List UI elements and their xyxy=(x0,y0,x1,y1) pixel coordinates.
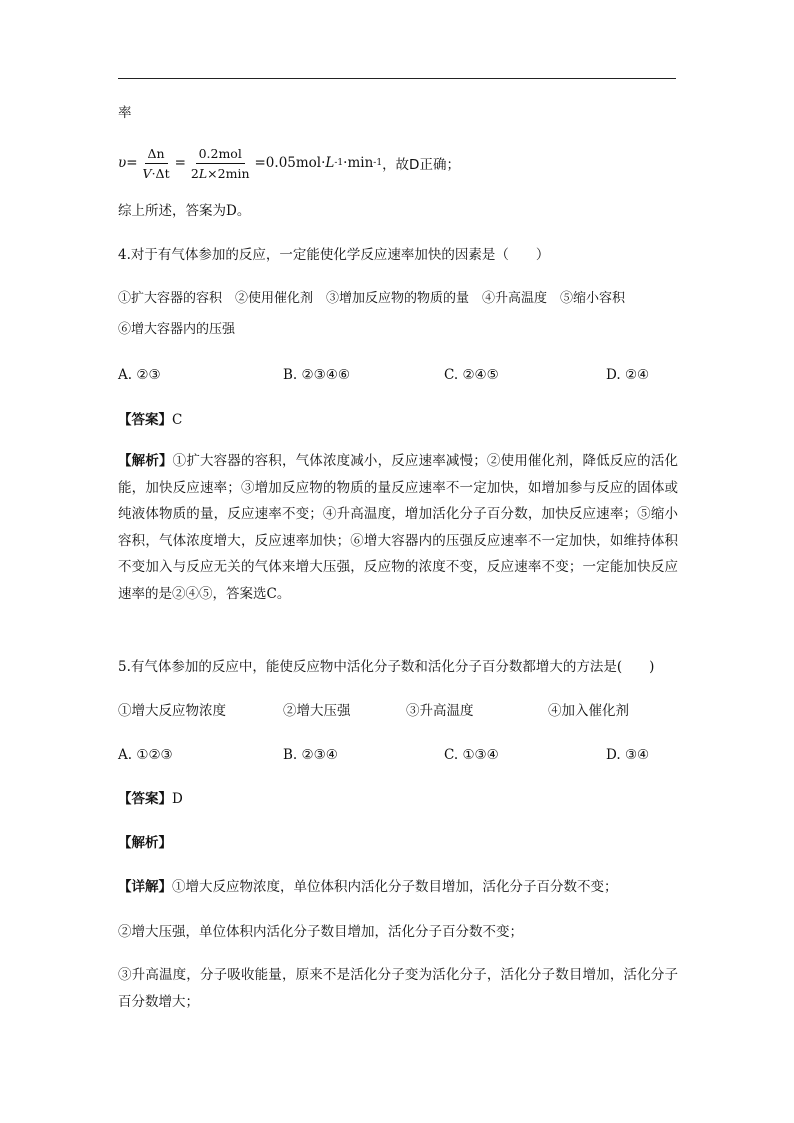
q5-answer xyxy=(118,790,678,808)
fraction-1-den-v: V xyxy=(142,165,152,181)
q5-detail-3: ③升高温度，分子吸收能量，原来不是活化分子变为活化分子，活化分子数目增加，活化分子百分数增大； xyxy=(118,967,678,1010)
option-text: ②③④⑥ xyxy=(301,367,350,383)
formula-unit-l: L xyxy=(325,155,335,171)
summary-line: 综上所述，答案为D。 xyxy=(118,203,251,219)
fraction-2-numerator: 0.2mol xyxy=(196,146,245,164)
q4-answer xyxy=(118,411,678,429)
formula-eq-2: =0.05mol· xyxy=(254,155,326,171)
option-text: ②④ xyxy=(624,367,650,383)
option-label: C. xyxy=(444,367,459,383)
fraction-1-den-rest: ·Δt xyxy=(151,165,170,181)
q4-stem: 4.对于有气体参加的反应，一定能使化学反应速率加快的因素是（ ） xyxy=(118,247,550,263)
formula-lhs: υ= xyxy=(118,155,138,171)
answer-tag: 【答案】 xyxy=(118,791,172,807)
analysis-tag: 【解析】 xyxy=(118,453,173,469)
q4-option-b xyxy=(283,366,350,384)
q5-detail-2: ②增大压强，单位体积内活化分子数目增加，活化分子百分数不变； xyxy=(118,924,523,940)
q5-analysis-tag: 【解析】 xyxy=(118,835,172,851)
detail-tag: 【详解】 xyxy=(118,879,172,895)
fraction-2-den-num: 2 xyxy=(190,165,199,181)
q5-option-b xyxy=(283,746,338,764)
formula-unit-min: ·min xyxy=(343,155,374,171)
option-text: ②④⑤ xyxy=(462,367,499,383)
q5-item-3: ③升高温度 xyxy=(406,703,474,719)
q4-option-a xyxy=(118,366,161,384)
intro-word: 率 xyxy=(118,105,132,121)
header-rule xyxy=(118,78,676,79)
q5-option-a xyxy=(118,746,173,764)
q5-stem: 5.有气体参加的反应中，能使反应物中活化分子数和活化分子百分数都增大的方法是( ) xyxy=(118,659,655,675)
detail-text: ①增大反应物浓度，单位体积内活化分子数目增加，活化分子百分数不变； xyxy=(172,879,618,895)
option-label: D. xyxy=(606,367,621,383)
q5-option-c xyxy=(444,746,499,764)
q5-option-d xyxy=(606,746,649,764)
q5-item-4: ④加入催化剂 xyxy=(548,703,629,719)
option-label: A. xyxy=(118,367,133,383)
formula-sup-1: -1 xyxy=(334,158,344,168)
answer-tag: 【答案】 xyxy=(118,412,172,428)
q4-option-d xyxy=(606,366,649,384)
option-label: A. xyxy=(118,747,133,763)
q5-item-1: ①增大反应物浓度 xyxy=(118,703,226,719)
fraction-2-den-l: L xyxy=(198,165,208,181)
fraction-2-den-rest: ×2min xyxy=(207,165,250,181)
formula-sup-2: -1 xyxy=(373,158,383,168)
formula-tail: ，故D正确； xyxy=(382,157,460,173)
q4-option-c xyxy=(444,366,499,384)
option-label: B. xyxy=(283,747,298,763)
option-text: ①②③ xyxy=(136,747,173,763)
q4-analysis xyxy=(118,448,678,607)
q5-detail-1 xyxy=(118,878,678,896)
answer-value: D xyxy=(172,791,183,807)
q4-items-line-2: ⑥增大容器内的压强 xyxy=(118,322,236,337)
rate-formula xyxy=(118,142,460,184)
option-text: ①③④ xyxy=(462,747,499,763)
formula-eq-1: = xyxy=(174,155,186,171)
option-label: B. xyxy=(283,367,298,383)
q5-item-2: ②增大压强 xyxy=(283,703,351,719)
fraction-1-denominator xyxy=(140,164,173,181)
formula-fraction-1 xyxy=(140,146,173,181)
option-label: D. xyxy=(606,747,621,763)
option-text: ③④ xyxy=(624,747,650,763)
option-text: ②③ xyxy=(136,367,161,383)
q4-items-line-1: ①扩大容器的容积 ②使用催化剂 ③增加反应物的物质的量 ④升高温度 ⑤缩小容积 xyxy=(118,291,626,306)
formula-fraction-2 xyxy=(188,146,253,181)
fraction-1-numerator: Δn xyxy=(145,146,168,164)
analysis-text: ①扩大容器的容积，气体浓度减小，反应速率减慢；②使用催化剂，降低反应的活化能，加快反应速率；③增加反应物的物质的量反应速率不一定加快，如增加参与反应的固体或纯液体物质的量，反应速率不变；④升高温度，增加活化分子百分数，加快反应速率；⑤缩小容积，气体浓度增大，反应速率加快；⑥增大容器内的压强反应速率不一定加快，如维持体积不变加入与反应无关的气体来增大压强，反应物的浓度不变，反应速率不变；一定能加快反应速率的是②④⑤，答案选C。 xyxy=(118,453,679,602)
fraction-2-denominator xyxy=(188,164,253,181)
option-label: C. xyxy=(444,747,459,763)
option-text: ②③④ xyxy=(301,747,338,763)
answer-value: C xyxy=(172,412,183,428)
